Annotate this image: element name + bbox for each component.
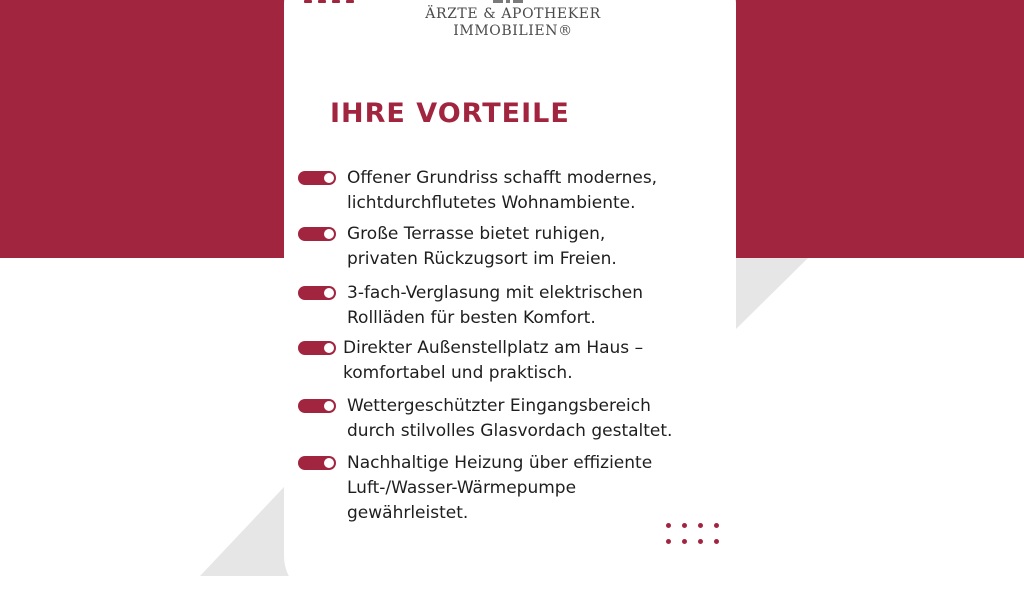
toggle-switch-icon: [298, 286, 336, 300]
benefit-line: Große Terrasse bietet ruhigen,: [347, 224, 606, 244]
brand-line-2: IMMOBILIEN®: [453, 23, 573, 39]
benefit-line: Offener Grundriss schafft modernes,: [347, 168, 658, 188]
toggle-switch-icon: [298, 227, 336, 241]
toggle-switch-icon: [298, 456, 336, 470]
logo-icon: [493, 0, 523, 4]
benefit-text: [347, 281, 727, 331]
benefit-text: [347, 451, 727, 526]
benefit-line: lichtdurchflutetes Wohnambiente.: [347, 193, 636, 213]
benefit-line: Luft-/Wasser-Wärmepumpe: [347, 478, 577, 498]
toggle-switch-icon: [298, 341, 336, 355]
benefit-line: Rollläden für besten Komfort.: [347, 308, 596, 328]
benefit-line: gewährleistet.: [347, 503, 469, 523]
benefit-line: privaten Rückzugsort im Freien.: [347, 249, 617, 269]
brand-logo-text: [400, 6, 626, 40]
benefit-line: Nachhaltige Heizung über effiziente: [347, 453, 653, 473]
toggle-switch-icon: [298, 171, 336, 185]
benefit-text: [347, 222, 727, 272]
benefit-line: 3-fach-Verglasung mit elektrischen: [347, 283, 644, 303]
page-heading: IHRE VORTEILE: [330, 98, 570, 129]
benefit-line: komfortabel und praktisch.: [343, 363, 573, 383]
benefit-text: [347, 166, 727, 216]
brand-line-1: ÄRZTE & APOTHEKER: [425, 6, 601, 22]
benefit-line: Wettergeschützter Eingangsbereich: [347, 396, 651, 416]
dot-grid-icon: [664, 520, 724, 548]
benefit-line: durch stilvolles Glasvordach gestaltet.: [347, 421, 673, 441]
benefit-text: [347, 394, 727, 444]
toggle-switch-icon: [298, 399, 336, 413]
decorative-dashes: [300, 0, 360, 4]
benefit-text: [343, 336, 723, 386]
benefit-line: Direkter Außenstellplatz am Haus –: [343, 338, 644, 358]
